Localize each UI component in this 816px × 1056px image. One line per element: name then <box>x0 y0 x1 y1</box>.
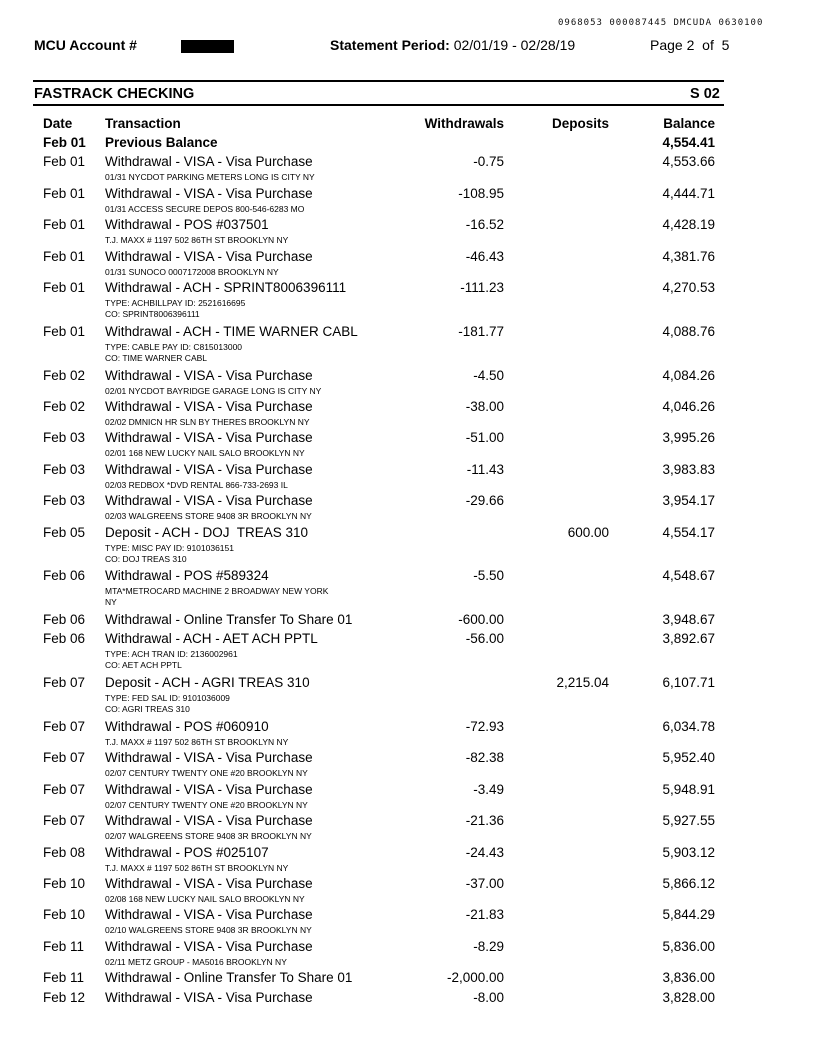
row-transaction <box>105 493 365 522</box>
row-detail: 02/01 168 NEW LUCKY NAIL SALO BROOKLYN NY <box>105 448 305 458</box>
row-balance: 4,046.26 <box>662 399 715 414</box>
row-description: Withdrawal - POS #589324 <box>105 568 269 583</box>
row-date: Feb 01 <box>43 154 86 169</box>
row-balance: 3,828.00 <box>662 990 715 1005</box>
row-date: Feb 06 <box>43 631 86 646</box>
row-date: Feb 06 <box>43 568 86 583</box>
row-withdrawal: -11.43 <box>466 462 504 477</box>
row-transaction <box>105 719 365 748</box>
row-detail: CO: AET ACH PPTL <box>105 660 182 670</box>
row-balance: 3,836.00 <box>662 970 715 985</box>
row-withdrawal: -46.43 <box>465 249 504 264</box>
row-balance: 4,554.17 <box>662 525 715 540</box>
row-date: Feb 02 <box>43 368 86 383</box>
column-header-deposits: Deposits <box>551 116 609 131</box>
row-date: Feb 03 <box>43 493 86 508</box>
row-withdrawal: -108.95 <box>458 186 504 201</box>
row-description: Withdrawal - ACH - SPRINT8006396111 <box>105 280 347 295</box>
row-date: Feb 07 <box>43 719 86 734</box>
row-date: Feb 07 <box>43 750 86 765</box>
row-balance: 3,948.67 <box>662 612 715 627</box>
row-balance: 4,084.26 <box>662 368 715 383</box>
row-withdrawal: -4.50 <box>473 368 504 383</box>
row-transaction <box>105 907 365 936</box>
row-balance: 3,892.67 <box>662 631 715 646</box>
row-detail: TYPE: FED SAL ID: 9101036009 <box>105 693 230 703</box>
row-detail: 02/10 WALGREENS STORE 9408 3R BROOKLYN NY <box>105 925 312 935</box>
row-date: Feb 07 <box>43 782 86 797</box>
row-description: Previous Balance <box>105 135 218 150</box>
row-balance: 4,553.66 <box>662 154 715 169</box>
section-top-rule <box>33 80 724 82</box>
row-withdrawal: -51.00 <box>465 430 504 445</box>
row-date: Feb 05 <box>43 525 86 540</box>
row-description: Withdrawal - Online Transfer To Share 01 <box>105 612 353 627</box>
row-withdrawal: -29.66 <box>465 493 504 508</box>
row-detail: TYPE: ACHBILLPAY ID: 2521616695 <box>105 298 246 308</box>
row-balance: 5,948.91 <box>662 782 715 797</box>
row-balance: 5,866.12 <box>662 876 715 891</box>
row-detail: 01/31 ACCESS SECURE DEPOS 800-546-6283 MO <box>105 204 305 214</box>
row-transaction <box>105 135 365 151</box>
section-title: FASTRACK CHECKING <box>34 86 195 102</box>
row-withdrawal: -8.00 <box>473 990 504 1005</box>
row-transaction <box>105 612 365 628</box>
row-detail: TYPE: CABLE PAY ID: C815013000 <box>105 342 243 352</box>
row-description: Withdrawal - VISA - Visa Purchase <box>105 430 313 445</box>
row-transaction <box>105 845 365 874</box>
row-date: Feb 07 <box>43 813 86 828</box>
ocr-scan-line: 0968053 000087445 DMCUDA 0630100 <box>558 18 764 28</box>
row-transaction <box>105 750 365 779</box>
row-detail: 02/08 168 NEW LUCKY NAIL SALO BROOKLYN NY <box>105 894 305 904</box>
row-date: Feb 11 <box>43 939 85 954</box>
row-withdrawal: -38.00 <box>465 399 504 414</box>
row-description: Withdrawal - ACH - TIME WARNER CABL <box>105 324 358 339</box>
row-withdrawal: -8.29 <box>473 939 504 954</box>
row-transaction <box>105 876 365 905</box>
row-detail: 02/03 REDBOX *DVD RENTAL 866-733-2693 IL <box>105 480 288 490</box>
row-detail: 02/03 WALGREENS STORE 9408 3R BROOKLYN NY <box>105 511 312 521</box>
row-detail: 01/31 SUNOCO 0007172008 BROOKLYN NY <box>105 267 279 277</box>
row-withdrawal: -82.38 <box>465 750 504 765</box>
row-transaction <box>105 970 365 986</box>
row-transaction <box>105 368 365 397</box>
column-header-date: Date <box>43 116 73 131</box>
row-detail: TYPE: MISC PAY ID: 9101036151 <box>105 543 234 553</box>
row-date: Feb 01 <box>43 135 86 150</box>
row-date: Feb 03 <box>43 462 86 477</box>
account-label: MCU Account # <box>34 37 137 53</box>
row-description: Withdrawal - VISA - Visa Purchase <box>105 462 313 477</box>
row-withdrawal: -111.23 <box>460 280 504 295</box>
row-transaction <box>105 324 365 364</box>
row-transaction <box>105 462 365 491</box>
row-transaction <box>105 280 365 320</box>
row-detail: 01/31 NYCDOT PARKING METERS LONG IS CITY NY <box>105 172 315 182</box>
row-balance: 5,927.55 <box>662 813 715 828</box>
row-date: Feb 10 <box>43 876 86 891</box>
row-withdrawal: -0.75 <box>473 154 504 169</box>
row-transaction <box>105 430 365 459</box>
redacted-account-number <box>181 40 234 53</box>
row-transaction <box>105 186 365 215</box>
row-balance: 5,952.40 <box>662 750 715 765</box>
row-description: Withdrawal - VISA - Visa Purchase <box>105 249 313 264</box>
row-balance: 3,995.26 <box>662 430 715 445</box>
row-detail: CO: TIME WARNER CABL <box>105 353 208 363</box>
row-transaction <box>105 813 365 842</box>
row-date: Feb 01 <box>43 186 86 201</box>
row-description: Withdrawal - VISA - Visa Purchase <box>105 876 313 891</box>
row-description: Withdrawal - ACH - AET ACH PPTL <box>105 631 318 646</box>
row-description: Deposit - ACH - DOJ TREAS 310 <box>105 525 309 540</box>
row-description: Withdrawal - POS #037501 <box>105 217 269 232</box>
row-withdrawal: -3.49 <box>473 782 504 797</box>
row-detail: CO: DOJ TREAS 310 <box>105 554 187 564</box>
row-withdrawal: -21.36 <box>465 813 504 828</box>
row-deposit: 2,215.04 <box>556 675 609 690</box>
row-withdrawal: -181.77 <box>458 324 504 339</box>
row-date: Feb 10 <box>43 907 86 922</box>
row-detail: CO: AGRI TREAS 310 <box>105 704 190 714</box>
row-transaction <box>105 990 365 1006</box>
row-transaction <box>105 217 365 246</box>
row-transaction <box>105 154 365 183</box>
row-detail: 02/02 DMNICN HR SLN BY THERES BROOKLYN NY <box>105 417 310 427</box>
row-withdrawal: -2,000.00 <box>446 970 504 985</box>
row-description: Withdrawal - VISA - Visa Purchase <box>105 493 313 508</box>
row-balance: 5,903.12 <box>662 845 715 860</box>
row-withdrawal: -21.83 <box>465 907 504 922</box>
row-balance: 5,836.00 <box>662 939 715 954</box>
row-description: Withdrawal - POS #060910 <box>105 719 269 734</box>
row-balance: 4,270.53 <box>662 280 715 295</box>
statement-period-label: Statement Period: <box>330 37 450 53</box>
row-balance: 4,444.71 <box>662 186 715 201</box>
row-withdrawal: -24.43 <box>465 845 504 860</box>
row-balance: 6,107.71 <box>662 675 715 690</box>
row-balance: 4,428.19 <box>662 217 715 232</box>
row-date: Feb 07 <box>43 675 86 690</box>
row-balance: 3,954.17 <box>662 493 715 508</box>
column-header-withdrawals: Withdrawals <box>424 116 504 131</box>
statement-period-value: 02/01/19 - 02/28/19 <box>453 37 576 53</box>
row-balance: 5,844.29 <box>662 907 715 922</box>
row-balance: 3,983.83 <box>662 462 715 477</box>
row-date: Feb 11 <box>43 970 85 985</box>
row-balance: 4,554.41 <box>662 135 715 150</box>
page-indicator: Page 2 of 5 <box>650 37 730 53</box>
row-description: Deposit - ACH - AGRI TREAS 310 <box>105 675 310 690</box>
row-detail: T.J. MAXX # 1197 502 86TH ST BROOKLYN NY <box>105 863 289 873</box>
row-description: Withdrawal - VISA - Visa Purchase <box>105 186 313 201</box>
row-withdrawal: -56.00 <box>465 631 504 646</box>
column-header-balance: Balance <box>663 116 715 131</box>
row-detail: CO: SPRINT8006396111 <box>105 309 200 319</box>
row-detail: TYPE: ACH TRAN ID: 2136002961 <box>105 649 238 659</box>
row-date: Feb 01 <box>43 217 86 232</box>
row-transaction <box>105 249 365 278</box>
row-date: Feb 06 <box>43 612 86 627</box>
row-transaction <box>105 568 365 608</box>
row-detail: T.J. MAXX # 1197 502 86TH ST BROOKLYN NY <box>105 235 289 245</box>
row-date: Feb 08 <box>43 845 86 860</box>
column-header-transaction: Transaction <box>105 116 181 131</box>
row-description: Withdrawal - VISA - Visa Purchase <box>105 154 313 169</box>
row-date: Feb 12 <box>43 990 86 1005</box>
row-detail: MTA*METROCARD MACHINE 2 BROADWAY NEW YORK <box>105 586 329 596</box>
section-code: S 02 <box>690 86 720 102</box>
row-transaction <box>105 939 365 968</box>
row-detail: 02/01 NYCDOT BAYRIDGE GARAGE LONG IS CITY NY <box>105 386 322 396</box>
row-transaction <box>105 782 365 811</box>
row-balance: 4,548.67 <box>662 568 715 583</box>
row-transaction <box>105 675 365 715</box>
row-detail: 02/07 CENTURY TWENTY ONE #20 BROOKLYN NY <box>105 800 308 810</box>
row-transaction <box>105 631 365 671</box>
row-detail: 02/07 WALGREENS STORE 9408 3R BROOKLYN NY <box>105 831 312 841</box>
row-balance: 4,381.76 <box>662 249 715 264</box>
row-deposit: 600.00 <box>567 525 609 540</box>
row-detail: 02/11 METZ GROUP - MA5016 BROOKLYN NY <box>105 957 287 967</box>
row-date: Feb 01 <box>43 324 86 339</box>
row-date: Feb 02 <box>43 399 86 414</box>
row-detail: T.J. MAXX # 1197 502 86TH ST BROOKLYN NY <box>105 737 289 747</box>
row-description: Withdrawal - POS #025107 <box>105 845 269 860</box>
row-withdrawal: -72.93 <box>465 719 504 734</box>
row-date: Feb 03 <box>43 430 86 445</box>
row-description: Withdrawal - VISA - Visa Purchase <box>105 813 313 828</box>
row-date: Feb 01 <box>43 280 86 295</box>
row-description: Withdrawal - VISA - Visa Purchase <box>105 399 313 414</box>
row-withdrawal: -5.50 <box>473 568 504 583</box>
row-balance: 6,034.78 <box>662 719 715 734</box>
row-transaction <box>105 525 365 565</box>
row-transaction <box>105 399 365 428</box>
row-withdrawal: -16.52 <box>465 217 504 232</box>
row-balance: 4,088.76 <box>662 324 715 339</box>
row-description: Withdrawal - Online Transfer To Share 01 <box>105 970 353 985</box>
row-date: Feb 01 <box>43 249 86 264</box>
row-detail: NY <box>105 597 117 607</box>
row-detail: 02/07 CENTURY TWENTY ONE #20 BROOKLYN NY <box>105 768 308 778</box>
row-description: Withdrawal - VISA - Visa Purchase <box>105 939 313 954</box>
row-withdrawal: -37.00 <box>465 876 504 891</box>
row-description: Withdrawal - VISA - Visa Purchase <box>105 368 313 383</box>
row-description: Withdrawal - VISA - Visa Purchase <box>105 990 313 1005</box>
row-description: Withdrawal - VISA - Visa Purchase <box>105 782 313 797</box>
statement-period <box>330 37 575 53</box>
row-description: Withdrawal - VISA - Visa Purchase <box>105 750 313 765</box>
section-bottom-rule <box>33 104 724 106</box>
row-withdrawal: -600.00 <box>458 612 504 627</box>
row-description: Withdrawal - VISA - Visa Purchase <box>105 907 313 922</box>
